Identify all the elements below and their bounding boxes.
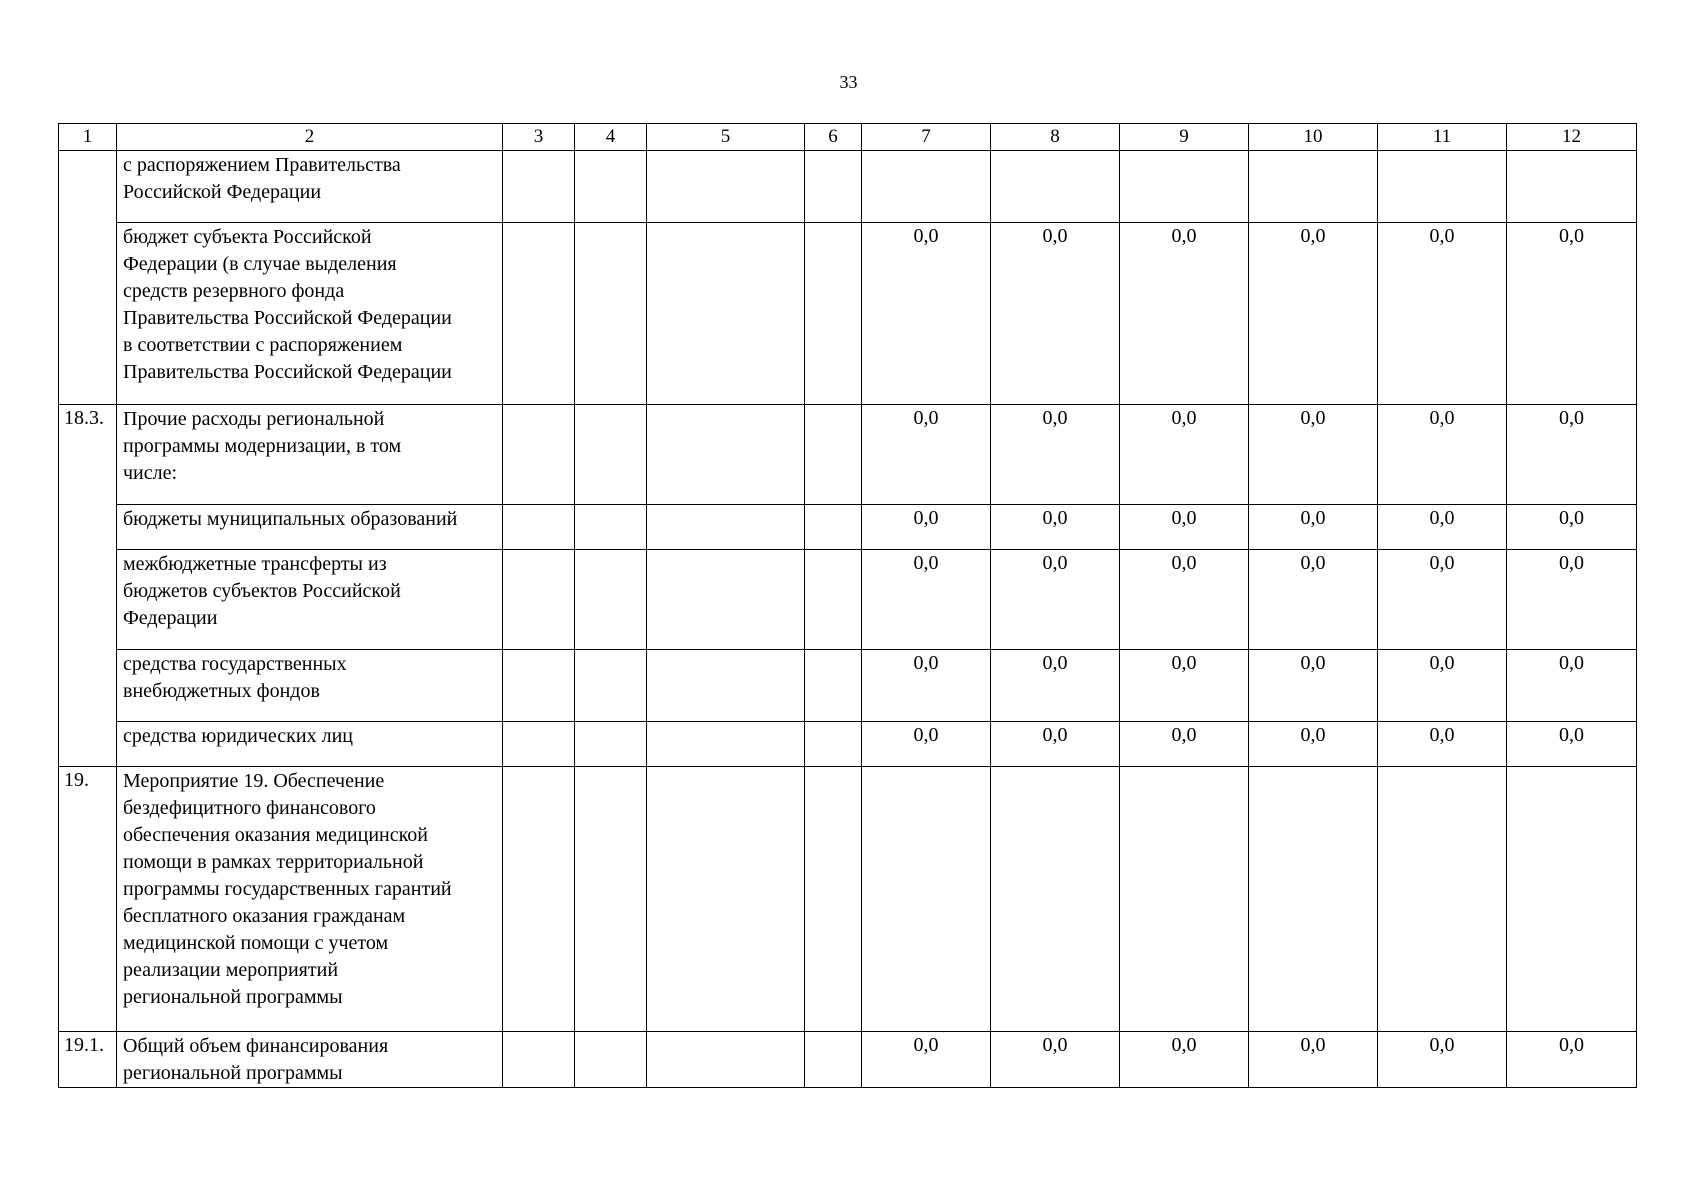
empty-cell xyxy=(647,505,805,550)
empty-cell xyxy=(503,767,575,1032)
empty-cell xyxy=(575,722,647,767)
value-cell xyxy=(1507,767,1637,1032)
column-header: 7 xyxy=(862,124,991,151)
empty-cell xyxy=(647,1032,805,1088)
value-cell: 0,0 xyxy=(991,650,1120,722)
table-row xyxy=(59,151,1637,223)
table-row xyxy=(59,1032,1637,1088)
page-number: 33 xyxy=(839,72,858,92)
row-number xyxy=(59,550,117,650)
empty-cell xyxy=(647,550,805,650)
value-cell: 0,0 xyxy=(1378,722,1507,767)
row-description: средства юридических лиц xyxy=(117,722,503,767)
header-row xyxy=(59,124,1637,151)
empty-cell xyxy=(503,550,575,650)
empty-cell xyxy=(805,650,862,722)
value-cell xyxy=(1249,151,1378,223)
empty-cell xyxy=(647,405,805,505)
empty-cell xyxy=(805,505,862,550)
value-cell: 0,0 xyxy=(1378,405,1507,505)
value-cell xyxy=(1249,767,1378,1032)
row-description: Прочие расходы региональной программы модернизации, в том числе: xyxy=(117,405,503,505)
empty-cell xyxy=(805,767,862,1032)
value-cell: 0,0 xyxy=(991,1032,1120,1088)
row-description: бюджет субъекта Российской Федерации (в случае выделения средств резервного фонда Правительства Российской Федерации в соответствии с распоряжением Правительства Российской Федерации xyxy=(117,223,503,405)
value-cell xyxy=(862,767,991,1032)
value-cell: 0,0 xyxy=(1378,505,1507,550)
column-header: 5 xyxy=(647,124,805,151)
value-cell: 0,0 xyxy=(1120,650,1249,722)
value-cell xyxy=(991,767,1120,1032)
value-cell: 0,0 xyxy=(991,550,1120,650)
value-cell: 0,0 xyxy=(1249,650,1378,722)
value-cell: 0,0 xyxy=(991,405,1120,505)
column-header: 2 xyxy=(117,124,503,151)
budget-table xyxy=(58,123,1637,1088)
column-header: 12 xyxy=(1507,124,1637,151)
value-cell xyxy=(1120,151,1249,223)
row-number: 18.3. xyxy=(59,405,117,505)
column-header: 3 xyxy=(503,124,575,151)
value-cell: 0,0 xyxy=(1249,505,1378,550)
column-header: 6 xyxy=(805,124,862,151)
table-row xyxy=(59,550,1637,650)
row-description: межбюджетные трансферты из бюджетов субъектов Российской Федерации xyxy=(117,550,503,650)
empty-cell xyxy=(647,650,805,722)
row-description: Мероприятие 19. Обеспечение бездефицитного финансового обеспечения оказания медицинской помощи в рамках территориальной программы государственных гарантий бесплатного оказания гражданам медицинской помощи с учетом реализации мероприятий региональной программы xyxy=(117,767,503,1032)
value-cell xyxy=(1507,151,1637,223)
value-cell: 0,0 xyxy=(1249,722,1378,767)
value-cell: 0,0 xyxy=(1120,722,1249,767)
value-cell: 0,0 xyxy=(862,650,991,722)
empty-cell xyxy=(647,767,805,1032)
empty-cell xyxy=(575,650,647,722)
table-row xyxy=(59,223,1637,405)
table-row xyxy=(59,767,1637,1032)
row-number xyxy=(59,505,117,550)
empty-cell xyxy=(503,151,575,223)
value-cell: 0,0 xyxy=(991,505,1120,550)
table-row xyxy=(59,505,1637,550)
column-header: 1 xyxy=(59,124,117,151)
value-cell xyxy=(862,151,991,223)
empty-cell xyxy=(575,223,647,405)
value-cell: 0,0 xyxy=(1378,550,1507,650)
value-cell: 0,0 xyxy=(1507,405,1637,505)
column-header: 8 xyxy=(991,124,1120,151)
value-cell: 0,0 xyxy=(862,405,991,505)
value-cell: 0,0 xyxy=(1120,223,1249,405)
empty-cell xyxy=(647,223,805,405)
row-number: 19. xyxy=(59,767,117,1032)
empty-cell xyxy=(503,722,575,767)
value-cell: 0,0 xyxy=(1120,505,1249,550)
empty-cell xyxy=(805,405,862,505)
row-number xyxy=(59,223,117,405)
row-number xyxy=(59,650,117,722)
value-cell xyxy=(1378,151,1507,223)
value-cell: 0,0 xyxy=(1507,1032,1637,1088)
value-cell: 0,0 xyxy=(1378,650,1507,722)
value-cell: 0,0 xyxy=(862,550,991,650)
empty-cell xyxy=(575,767,647,1032)
empty-cell xyxy=(805,151,862,223)
value-cell: 0,0 xyxy=(1378,223,1507,405)
row-number xyxy=(59,722,117,767)
value-cell: 0,0 xyxy=(1120,405,1249,505)
value-cell: 0,0 xyxy=(991,223,1120,405)
value-cell: 0,0 xyxy=(1507,505,1637,550)
value-cell: 0,0 xyxy=(1507,722,1637,767)
value-cell: 0,0 xyxy=(862,1032,991,1088)
empty-cell xyxy=(503,505,575,550)
value-cell: 0,0 xyxy=(991,722,1120,767)
row-description: бюджеты муниципальных образований xyxy=(117,505,503,550)
empty-cell xyxy=(575,151,647,223)
column-header: 4 xyxy=(575,124,647,151)
value-cell: 0,0 xyxy=(1249,223,1378,405)
empty-cell xyxy=(575,1032,647,1088)
value-cell: 0,0 xyxy=(862,722,991,767)
empty-cell xyxy=(503,1032,575,1088)
row-number xyxy=(59,151,117,223)
empty-cell xyxy=(503,405,575,505)
empty-cell xyxy=(575,505,647,550)
empty-cell xyxy=(805,223,862,405)
row-description: средства государственных внебюджетных фондов xyxy=(117,650,503,722)
empty-cell xyxy=(805,722,862,767)
empty-cell xyxy=(503,650,575,722)
value-cell: 0,0 xyxy=(1378,1032,1507,1088)
value-cell xyxy=(1120,767,1249,1032)
value-cell: 0,0 xyxy=(862,223,991,405)
value-cell: 0,0 xyxy=(1507,223,1637,405)
value-cell: 0,0 xyxy=(1507,650,1637,722)
column-header: 10 xyxy=(1249,124,1378,151)
value-cell: 0,0 xyxy=(1249,405,1378,505)
value-cell: 0,0 xyxy=(1249,1032,1378,1088)
value-cell: 0,0 xyxy=(1120,550,1249,650)
value-cell: 0,0 xyxy=(1507,550,1637,650)
empty-cell xyxy=(503,223,575,405)
row-description: с распоряжением Правительства Российской Федерации xyxy=(117,151,503,223)
empty-cell xyxy=(575,550,647,650)
column-header: 9 xyxy=(1120,124,1249,151)
value-cell: 0,0 xyxy=(862,505,991,550)
value-cell xyxy=(1378,767,1507,1032)
empty-cell xyxy=(647,722,805,767)
table-row xyxy=(59,650,1637,722)
row-description: Общий объем финансирования региональной программы xyxy=(117,1032,503,1088)
empty-cell xyxy=(805,550,862,650)
column-header: 11 xyxy=(1378,124,1507,151)
row-number: 19.1. xyxy=(59,1032,117,1088)
value-cell: 0,0 xyxy=(1120,1032,1249,1088)
empty-cell xyxy=(575,405,647,505)
empty-cell xyxy=(647,151,805,223)
value-cell: 0,0 xyxy=(1249,550,1378,650)
table-row xyxy=(59,722,1637,767)
value-cell xyxy=(991,151,1120,223)
table-row xyxy=(59,405,1637,505)
empty-cell xyxy=(805,1032,862,1088)
